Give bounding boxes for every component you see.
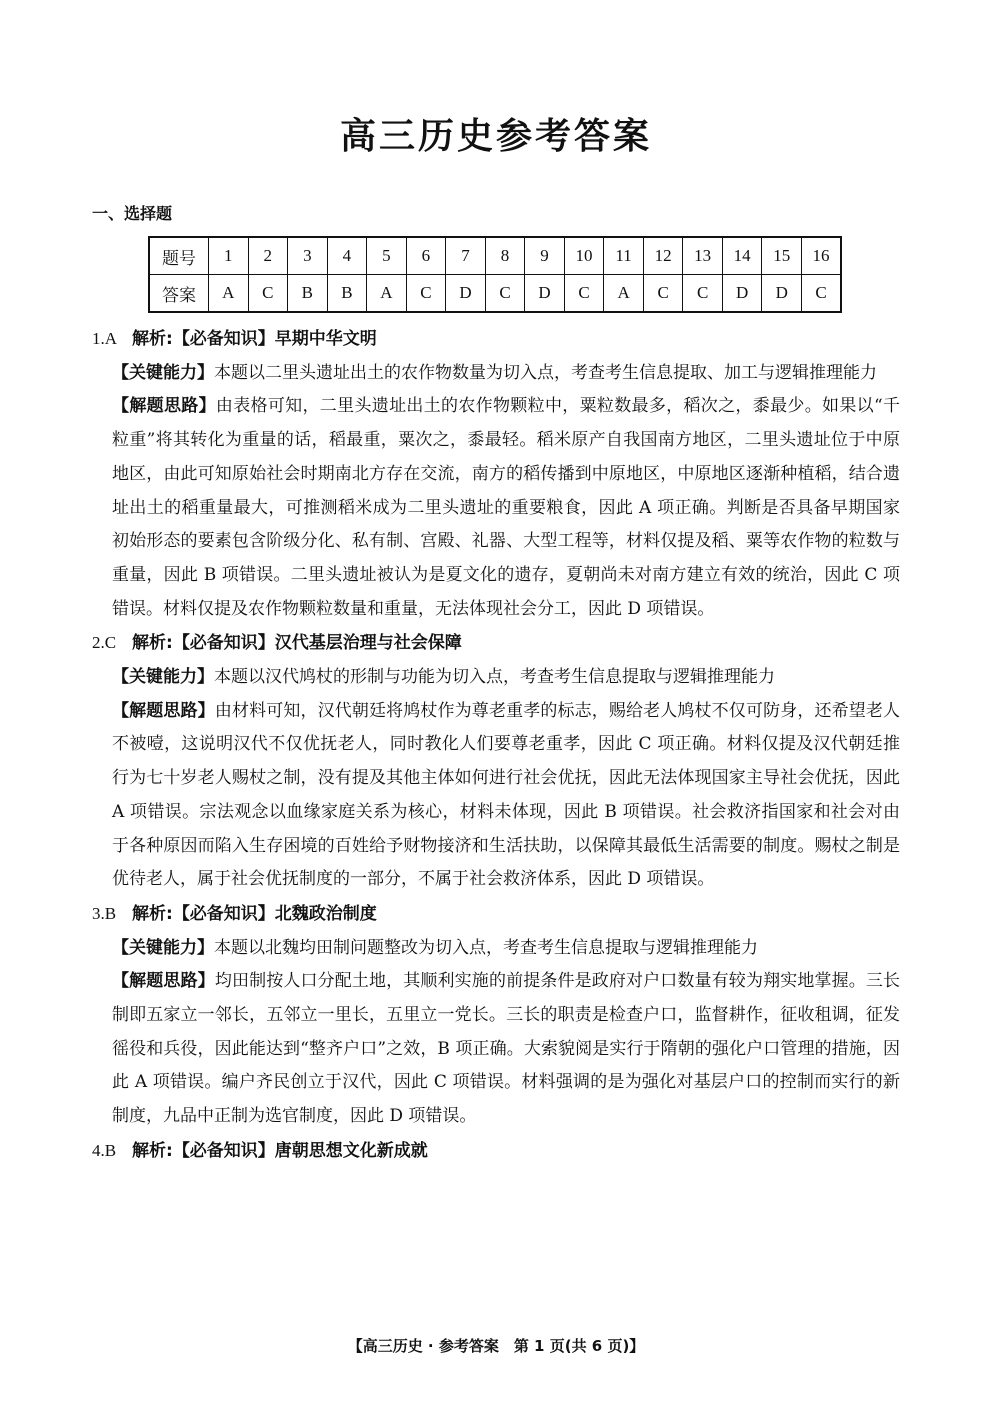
answer-table — [148, 236, 842, 313]
question-number-cell: 11 — [604, 237, 644, 275]
answer-cell: B — [327, 275, 367, 313]
key-ability — [92, 357, 900, 391]
question-number-cell: 4 — [327, 237, 367, 275]
key-ability-tag: 【关键能力】 — [112, 667, 214, 688]
question-number-cell: 3 — [288, 237, 328, 275]
knowledge-point: 【必备知识】唐朝思想文化新成就 — [172, 1140, 428, 1161]
solution-thinking-tag: 【解题思路】 — [112, 700, 215, 721]
solution-thinking — [92, 390, 900, 626]
knowledge-point: 【必备知识】早期中华文明 — [172, 329, 377, 349]
question-answer: 1.A — [92, 329, 118, 348]
question-number-cell: 1 — [209, 237, 249, 275]
answer-cell: A — [209, 275, 249, 313]
answer-cell: C — [485, 275, 525, 313]
key-ability-text: 本题以汉代鸠杖的形制与功能为切入点，考查考生信息提取与逻辑推理能力 — [214, 667, 775, 688]
question-number-cell: 7 — [446, 237, 486, 275]
answer-cell: D — [722, 275, 762, 313]
question-answer: 3.B — [92, 903, 117, 923]
answer-cell: D — [762, 275, 802, 313]
answer-cell: A — [604, 275, 644, 313]
question-heading — [92, 897, 900, 932]
question-number-cell: 5 — [367, 237, 407, 275]
question-number-cell: 9 — [525, 237, 565, 275]
solution-thinking-tag: 【解题思路】 — [112, 971, 215, 992]
answer-cell: C — [248, 275, 288, 313]
question-number-cell: 2 — [248, 237, 288, 275]
page-footer: 【高三历史 · 参考答案 第 1 页(共 6 页)】 — [347, 1337, 645, 1355]
answer-cell: C — [564, 275, 604, 313]
solution-thinking-text: 由表格可知，二里头遗址出土的农作物颗粒中，粟粒数最多，稻次之，黍最少。如果以“千粒重”将其转化为重量的话，稻最重，粟次之，黍最轻。稻米原产自我国南方地区，二里头遗址位于中原地区，由此可知原始社会时期南北方存在交流，南方的稻传播到中原地区，中原地区逐渐种植稻，结合遗址出土的稻重量最大，可推测稻米成为二里头遗址的重要粮食，因此 A 项正确。判断是否具备早期国家初始形态的要素包含阶级分化、私有制、宫殿、礼器、大型工程等，材料仅提及稻、粟等农作物的粒数与重量，因此 B 项错误。二里头遗址被认为是夏文化的遗存，夏朝尚未对南方建立有效的统治，因此 C 项错误。材料仅提及农作物颗粒数量和重量，无法体现社会分工，因此 D 项错误。 — [112, 396, 900, 619]
question-number-cell: 6 — [406, 237, 446, 275]
answer-cell: C — [801, 275, 841, 313]
row-header-number: 题号 — [149, 237, 209, 275]
answer-cell: C — [643, 275, 683, 313]
key-ability — [92, 932, 900, 966]
key-ability-text: 本题以二里头遗址出土的农作物数量为切入点，考查考生信息提取、加工与逻辑推理能力 — [214, 362, 877, 383]
answer-cell: C — [406, 275, 446, 313]
question-heading — [92, 626, 900, 661]
key-ability-tag: 【关键能力】 — [112, 937, 214, 958]
answer-cell: D — [446, 275, 486, 313]
question-number-cell: 15 — [762, 237, 802, 275]
page-title: 高三历史参考答案 — [339, 116, 652, 157]
table-row-answers — [149, 275, 841, 313]
key-ability-text: 本题以北魏均田制问题整改为切入点，考查考生信息提取与逻辑推理能力 — [214, 937, 758, 958]
solution-thinking-text: 由材料可知，汉代朝廷将鸠杖作为尊老重孝的标志，赐给老人鸠杖不仅可防身，还希望老人不被噎，这说明汉代不仅优抚老人，同时教化人们要尊老重孝，因此 C 项正确。材料仅提及汉代朝廷推行为七十岁老人赐杖之制，没有提及其他主体如何进行社会优抚，因此无法体现国家主导社会优抚，因此 A 项错误。宗法观念以血缘家庭关系为核心，材料未体现，因此 B 项错误。社会救济指国家和社会对由于各种原因而陷入生存困境的百姓给予财物接济和生活扶助，以保障其最低生活需要的制度。赐杖之制是优待老人，属于社会优抚制度的一部分，不属于社会救济体系，因此 D 项错误。 — [112, 700, 901, 890]
question-number-cell: 16 — [801, 237, 841, 275]
analysis-label: 解析: — [132, 329, 173, 349]
answer-cell: C — [683, 275, 723, 313]
row-header-answer: 答案 — [149, 275, 209, 313]
question-number-cell: 12 — [643, 237, 683, 275]
analysis-label: 解析: — [132, 903, 173, 924]
solution-thinking — [92, 965, 900, 1134]
key-ability-tag: 【关键能力】 — [112, 362, 214, 383]
key-ability — [92, 661, 900, 695]
knowledge-point: 【必备知识】汉代基层治理与社会保障 — [172, 633, 462, 654]
question-number-cell: 14 — [722, 237, 762, 275]
table-row-numbers — [149, 237, 841, 275]
solution-thinking-tag: 【解题思路】 — [112, 396, 216, 417]
answer-cell: A — [367, 275, 407, 313]
analysis-label: 解析: — [132, 1140, 173, 1161]
answer-cell: D — [525, 275, 565, 313]
question-answer: 2.C — [92, 633, 117, 653]
question-heading — [92, 1134, 900, 1169]
question-number-cell: 8 — [485, 237, 525, 275]
solution-thinking — [92, 695, 900, 897]
section-heading: 一、选择题 — [92, 204, 173, 223]
question-number-cell: 13 — [683, 237, 723, 275]
solution-thinking-text: 均田制按人口分配土地，其顺利实施的前提条件是政府对户口数量有较为翔实地掌握。三长制即五家立一邻长，五邻立一里长，五里立一党长。三长的职责是检查户口，监督耕作，征收租调，征发徭役和兵役，因此能达到“整齐户口”之效，B 项正确。大索貌阅是实行于隋朝的强化户口管理的措施，因此 A 项错误。编户齐民创立于汉代，因此 C 项错误。材料强调的是为强化对基层户口的控制而实行的新制度，九品中正制为选官制度，因此 D 项错误。 — [112, 971, 901, 1127]
question-answer: 4.B — [92, 1140, 117, 1160]
answer-cell: B — [288, 275, 328, 313]
knowledge-point: 【必备知识】北魏政治制度 — [172, 903, 377, 924]
question-number-cell: 10 — [564, 237, 604, 275]
question-heading — [92, 322, 900, 357]
analysis-label: 解析: — [132, 633, 173, 654]
analysis-content — [92, 322, 900, 1169]
